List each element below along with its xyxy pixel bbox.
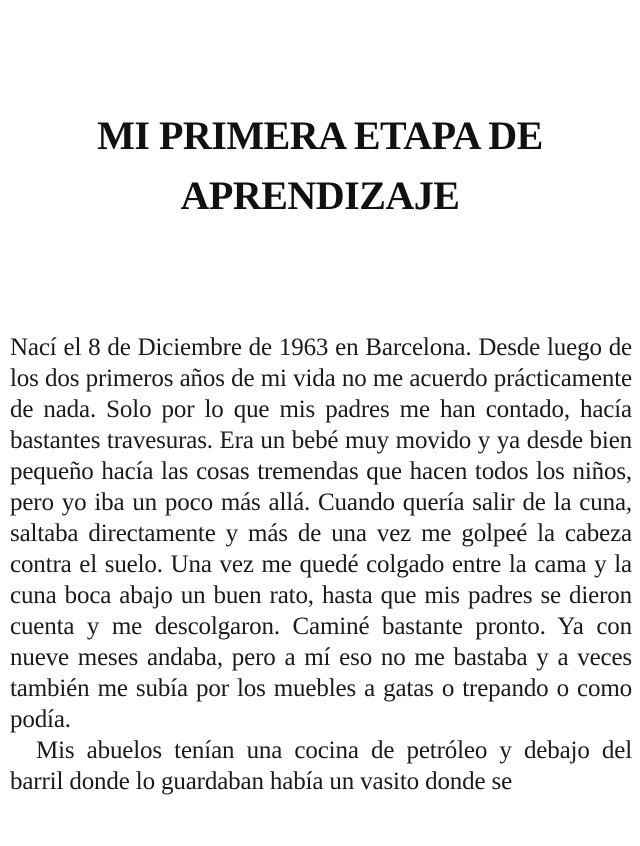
chapter-title-line-2: APRENDIZAJE [180, 173, 460, 218]
chapter-title [20, 106, 620, 226]
paragraph: Nací el 8 de Diciembre de 1963 en Barcelona. Desde luego de los dos primeros años de mi vida no me acuerdo prácticamente de nada. Solo por lo que mis padres me han contado, hacía bastantes travesuras. Era un bebé muy movido y ya desde bien pequeño hacía las cosas tremendas que hacen todos los niños, pero yo iba un poco más allá. Cuando quería salir de la cuna, saltaba directamente y más de una vez me golpeé la cabeza contra el suelo. Una vez me quedé colgado entre la cama y la cuna boca abajo un buen rato, hasta que mis padres se dieron cuenta y me descolgaron. Caminé bastante pronto. Ya con nueve meses andaba, pero a mí eso no me bastaba y a veces también me subía por los muebles a gatas o trepando o como podía. [10, 334, 632, 733]
chapter-body [10, 332, 632, 797]
chapter-title-line-1: MI PRIMERA ETAPA DE [97, 113, 543, 158]
paragraph: Mis abuelos tenían una cocina de petróleo y debajo del barril donde lo guardaban había un vasito donde se [10, 737, 632, 795]
